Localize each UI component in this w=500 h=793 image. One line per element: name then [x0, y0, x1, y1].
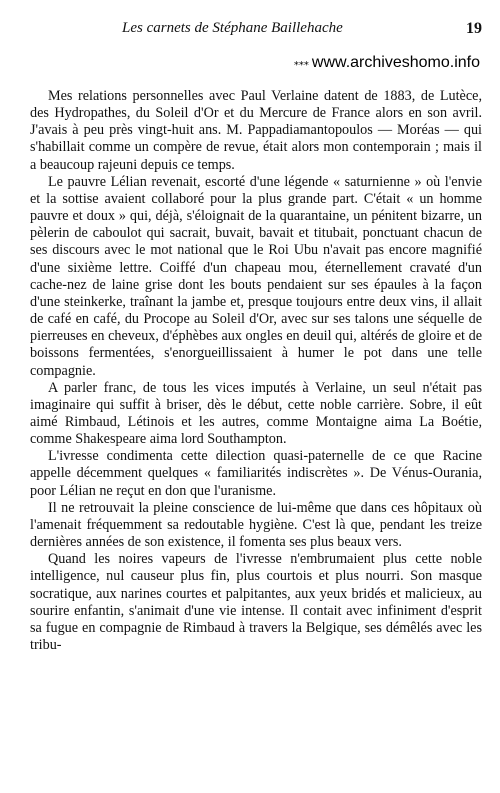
paragraph: Mes relations personnelles avec Paul Verlaine datent de 1883, de Lutèce, des Hydropathes, du Soleil d'Or et du Mercure de France alors en son avril. J'avais à peu près vingt-huit ans. M. Pappadiamantopoulos — Moréas — qui s'habillait comme un compère de revue, était alors mon contemporain ; mais il a beaucoup rajeuni depuis ce temps. [30, 88, 482, 173]
watermark-url: www.archiveshomo.info [311, 54, 480, 71]
paragraph: A parler franc, de tous les vices imputés à Verlaine, un seul n'était pas imaginaire qui suffit à briser, dès le début, cette noble carrière. Sobre, il eût aimé Rimbaud, Létinois et les autres, comme Montaigne aima La Boétie, comme Shakespeare aima lord Southampton. [30, 379, 482, 448]
running-header [30, 20, 482, 42]
paragraph: Il ne retrouvait la pleine conscience de lui-même que dans ces hôpitaux où l'amenait fréquemment sa redoutable hygiène. C'est là que, pendant les treize dernières années de son existence, il fomenta ses plus beaux vers. [30, 499, 482, 551]
paragraph: L'ivresse condimenta cette dilection quasi-paternelle de ce que Racine appelle décemment quelques « familiarités indiscrètes ». De Vénus-Ourania, poor Lélian ne reçut en don que l'uranisme. [30, 448, 482, 499]
page-number: 19 [466, 20, 482, 37]
paragraph: Le pauvre Lélian revenait, escorté d'une légende « saturnienne » où l'envie et la sottise avaient collaboré pour la plus grande part. C'était « un homme pauvre et doux » qui, déjà, s'éloignait de la quarantaine, un pénitent bizarre, un pèlerin de caboulot qui sacrait, buvait, bavait et titubait, ponctuant chacun de ses discours avec le mot national que le Roi Ubu n'avait pas encore magnifié d'une sixième lettre. Coiffé d'un chapeau mou, éternellement cravaté d'un cache-nez de laine grise dont les bouts pendaient sur ses épaules à la façon d'une steinkerke, traînant la jambe et, presque toujours entre deux vins, il allait de café en café, du Procope au Soleil d'Or, avec sur ses talons une séquelle de pierreuses en cheveux, d'éphèbes aux ongles en deuil qui, altérés de gloire et de boissons fermentées, s'enorgueillissaient à humer le pot dans une telle compagnie. [30, 173, 482, 379]
paragraph: Quand les noires vapeurs de l'ivresse n'embrumaient plus cette noble intelligence, nul causeur plus fin, plus courtois et plus nourri. Son masque socratique, aux narines courtes et palpitantes, aux yeux bridés et malicieux, au sourire enfantin, s'animait d'une vie intense. Il contait avec infiniment d'esprit sa fugue en compagnie de Rimbaud à travers la Belgique, ses démêlés avec les tribu- [30, 551, 482, 653]
watermark [294, 54, 480, 72]
running-title: Les carnets de Stéphane Baillehache [122, 20, 343, 36]
asterism-icon: ⁎⁎⁎ [293, 57, 309, 68]
body-text [30, 88, 482, 654]
